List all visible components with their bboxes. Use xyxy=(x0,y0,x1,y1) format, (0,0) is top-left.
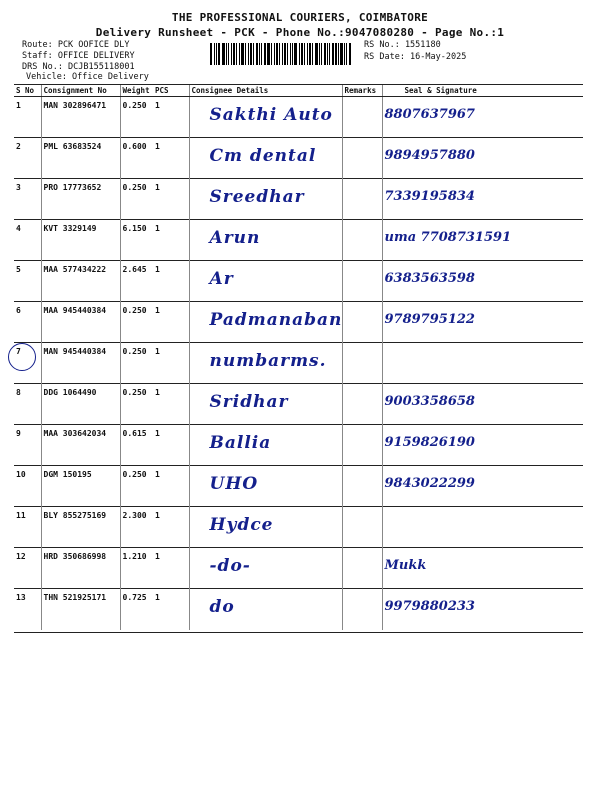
barcode-bar xyxy=(315,43,318,65)
barcode-bar xyxy=(304,43,305,65)
cell-remarks xyxy=(342,466,382,507)
cell-consignee: Sakthi Auto xyxy=(189,97,342,138)
cell-consignee: Ar xyxy=(189,261,342,302)
cell-sno: 9 xyxy=(14,425,41,466)
barcode-bar xyxy=(214,43,215,65)
cell-weight: 6.150 xyxy=(120,220,153,261)
table-header-row xyxy=(14,85,583,97)
barcode-bar xyxy=(294,43,297,65)
cell-pcs: 1 xyxy=(153,97,189,138)
barcode-bar xyxy=(239,43,240,65)
barcode-bar xyxy=(335,43,337,65)
cell-pcs: 1 xyxy=(153,343,189,384)
cell-weight: 0.600 xyxy=(120,138,153,179)
barcode-bar xyxy=(256,43,258,65)
barcode-bar xyxy=(210,43,212,65)
cell-pcs: 1 xyxy=(153,302,189,343)
barcode-bar xyxy=(312,43,313,65)
barcode-bar xyxy=(279,43,280,65)
cell-signature: 9159826190 xyxy=(382,425,583,466)
cell-signature: 9789795122 xyxy=(382,302,583,343)
barcode-bar xyxy=(292,43,293,65)
cell-signature xyxy=(382,343,583,384)
table-row xyxy=(14,589,583,630)
barcode-bar xyxy=(340,43,343,65)
cell-pcs: 1 xyxy=(153,220,189,261)
cell-pcs: 1 xyxy=(153,425,189,466)
cell-remarks xyxy=(342,589,382,630)
cell-consignment: PRO 17773652 xyxy=(41,179,120,220)
route-info: Route: PCK OOFICE DLY xyxy=(22,40,130,50)
cell-weight: 2.300 xyxy=(120,507,153,548)
cell-consignment: MAA 577434222 xyxy=(41,261,120,302)
cell-pcs: 1 xyxy=(153,507,189,548)
col-consignee: Consignee Details xyxy=(189,85,342,97)
barcode-bar xyxy=(241,43,244,65)
cell-consignee: UHO xyxy=(189,466,342,507)
barcode-bar xyxy=(332,43,334,65)
cell-pcs: 1 xyxy=(153,466,189,507)
cell-consignee: numbarms. xyxy=(189,343,342,384)
cell-signature: 9003358658 xyxy=(382,384,583,425)
cell-sno: 12 xyxy=(14,548,41,589)
barcode-bar xyxy=(226,43,227,65)
cell-signature: 6383563598 xyxy=(382,261,583,302)
col-consignment: Consignment No xyxy=(41,85,120,97)
cell-sno: 5 xyxy=(14,261,41,302)
cell-weight: 0.250 xyxy=(120,466,153,507)
cell-remarks xyxy=(342,425,382,466)
cell-signature: uma 7708731591 xyxy=(382,220,583,261)
cell-consignment: MAN 945440384 xyxy=(41,343,120,384)
cell-consignment: MAA 945440384 xyxy=(41,302,120,343)
table-row xyxy=(14,507,583,548)
cell-consignee: -do- xyxy=(189,548,342,589)
barcode-bar xyxy=(245,43,246,65)
barcode-bar xyxy=(299,43,300,65)
cell-weight: 0.615 xyxy=(120,425,153,466)
cell-weight: 0.250 xyxy=(120,179,153,220)
table-row xyxy=(14,302,583,343)
cell-sno: 2 xyxy=(14,138,41,179)
table-row xyxy=(14,97,583,138)
rs-number: RS No.: 1551180 xyxy=(364,40,441,50)
cell-remarks xyxy=(342,179,382,220)
cell-weight: 0.250 xyxy=(120,384,153,425)
barcode-bar xyxy=(319,43,320,65)
cell-consignee: Sreedhar xyxy=(189,179,342,220)
cell-pcs: 1 xyxy=(153,138,189,179)
cell-signature: Mukk xyxy=(382,548,583,589)
barcode-bar xyxy=(327,43,328,65)
barcode-bar xyxy=(274,43,275,65)
barcode-bar xyxy=(228,43,229,65)
barcode-bar xyxy=(321,43,322,65)
col-weight: Weight xyxy=(120,85,153,97)
barcode-bar xyxy=(324,43,326,65)
cell-sno: 11 xyxy=(14,507,41,548)
cell-remarks xyxy=(342,343,382,384)
cell-consignment: KVT 3329149 xyxy=(41,220,120,261)
barcode-bar xyxy=(264,43,266,65)
cell-signature xyxy=(382,507,583,548)
barcode-bar xyxy=(284,43,286,65)
barcode-bar xyxy=(236,43,238,65)
cell-consignee: do xyxy=(189,589,342,630)
cell-weight: 0.725 xyxy=(120,589,153,630)
barcode-bar xyxy=(307,43,308,65)
barcode-bar xyxy=(346,43,347,65)
cell-pcs: 1 xyxy=(153,384,189,425)
cell-consignment: THN 521925171 xyxy=(41,589,120,630)
cell-pcs: 1 xyxy=(153,589,189,630)
barcode-bar xyxy=(309,43,311,65)
barcode-bar xyxy=(338,43,339,65)
table-row xyxy=(14,261,583,302)
barcode-bar xyxy=(301,43,303,65)
barcode-bar xyxy=(290,43,291,65)
cell-sno: 13 xyxy=(14,589,41,630)
cell-weight: 1.210 xyxy=(120,548,153,589)
cell-sno: 1 xyxy=(14,97,41,138)
table-row xyxy=(14,425,583,466)
cell-weight: 0.250 xyxy=(120,97,153,138)
cell-weight: 0.250 xyxy=(120,343,153,384)
cell-signature: 9979880233 xyxy=(382,589,583,630)
barcode-bar xyxy=(233,43,235,65)
barcode-bar xyxy=(276,43,278,65)
cell-sno: 7 xyxy=(14,343,41,384)
cell-consignment: MAA 303642034 xyxy=(41,425,120,466)
barcode-bar xyxy=(282,43,283,65)
table-row xyxy=(14,466,583,507)
cell-signature: 7339195834 xyxy=(382,179,583,220)
col-signature: Seal & Signature xyxy=(382,85,583,97)
cell-sno: 4 xyxy=(14,220,41,261)
barcode-bar xyxy=(248,43,249,65)
drs-number: DRS No.: DCJB155118001 xyxy=(22,62,135,72)
cell-pcs: 1 xyxy=(153,179,189,220)
cell-consignee: Padmanaban xyxy=(189,302,342,343)
barcode-bar xyxy=(267,43,270,65)
cell-remarks xyxy=(342,384,382,425)
barcode-bar xyxy=(349,43,351,65)
cell-remarks xyxy=(342,220,382,261)
cell-consignment: BLY 855275169 xyxy=(41,507,120,548)
barcode-bar xyxy=(261,43,262,65)
cell-sno: 3 xyxy=(14,179,41,220)
table-row xyxy=(14,179,583,220)
table-row xyxy=(14,343,583,384)
cell-remarks xyxy=(342,302,382,343)
cell-consignment: MAN 302896471 xyxy=(41,97,120,138)
barcode-bar xyxy=(222,43,225,65)
barcode-bar xyxy=(231,43,232,65)
company-title: THE PROFESSIONAL COURIERS, COIMBATORE xyxy=(171,11,429,24)
cell-remarks xyxy=(342,138,382,179)
staff-info: Staff: OFFICE DELIVERY xyxy=(22,51,135,61)
table-bottom-rule xyxy=(14,632,583,633)
barcode-bar xyxy=(271,43,272,65)
col-pcs: PCS xyxy=(153,85,189,97)
cell-remarks xyxy=(342,548,382,589)
cell-remarks xyxy=(342,97,382,138)
cell-consignment: DDG 1064490 xyxy=(41,384,120,425)
runsheet-table xyxy=(14,84,583,630)
col-sno: S No xyxy=(14,85,41,97)
cell-consignment: PML 63683524 xyxy=(41,138,120,179)
barcode xyxy=(210,43,352,65)
runsheet-subtitle: Delivery Runsheet - PCK - Phone No.:9047080280 - Page No.:1 xyxy=(95,26,505,39)
table-row xyxy=(14,384,583,425)
cell-weight: 2.645 xyxy=(120,261,153,302)
cell-signature: 8807637967 xyxy=(382,97,583,138)
cell-weight: 0.250 xyxy=(120,302,153,343)
barcode-bar xyxy=(329,43,330,65)
cell-consignee: Arun xyxy=(189,220,342,261)
cell-pcs: 1 xyxy=(153,261,189,302)
cell-pcs: 1 xyxy=(153,548,189,589)
cell-sno: 6 xyxy=(14,302,41,343)
table-row xyxy=(14,548,583,589)
barcode-bar xyxy=(287,43,289,65)
vehicle-info: Vehicle: Office Delivery xyxy=(26,72,149,82)
cell-signature: 9843022299 xyxy=(382,466,583,507)
cell-consignee: Ballia xyxy=(189,425,342,466)
rs-date: RS Date: 16-May-2025 xyxy=(364,52,467,62)
cell-consignee: Hydce xyxy=(189,507,342,548)
cell-consignee: Cm dental xyxy=(189,138,342,179)
barcode-bar xyxy=(344,43,345,65)
table-row xyxy=(14,138,583,179)
cell-signature: 9894957880 xyxy=(382,138,583,179)
cell-consignee: Sridhar xyxy=(189,384,342,425)
cell-sno: 8 xyxy=(14,384,41,425)
barcode-bar xyxy=(253,43,254,65)
table-row xyxy=(14,220,583,261)
circle-mark xyxy=(8,343,36,371)
barcode-bar xyxy=(216,43,217,65)
col-remarks: Remarks xyxy=(342,85,382,97)
cell-sno: 10 xyxy=(14,466,41,507)
cell-remarks xyxy=(342,507,382,548)
barcode-bar xyxy=(250,43,252,65)
barcode-bar xyxy=(218,43,220,65)
cell-consignment: DGM 150195 xyxy=(41,466,120,507)
cell-remarks xyxy=(342,261,382,302)
barcode-bar xyxy=(259,43,260,65)
cell-consignment: HRD 350686998 xyxy=(41,548,120,589)
